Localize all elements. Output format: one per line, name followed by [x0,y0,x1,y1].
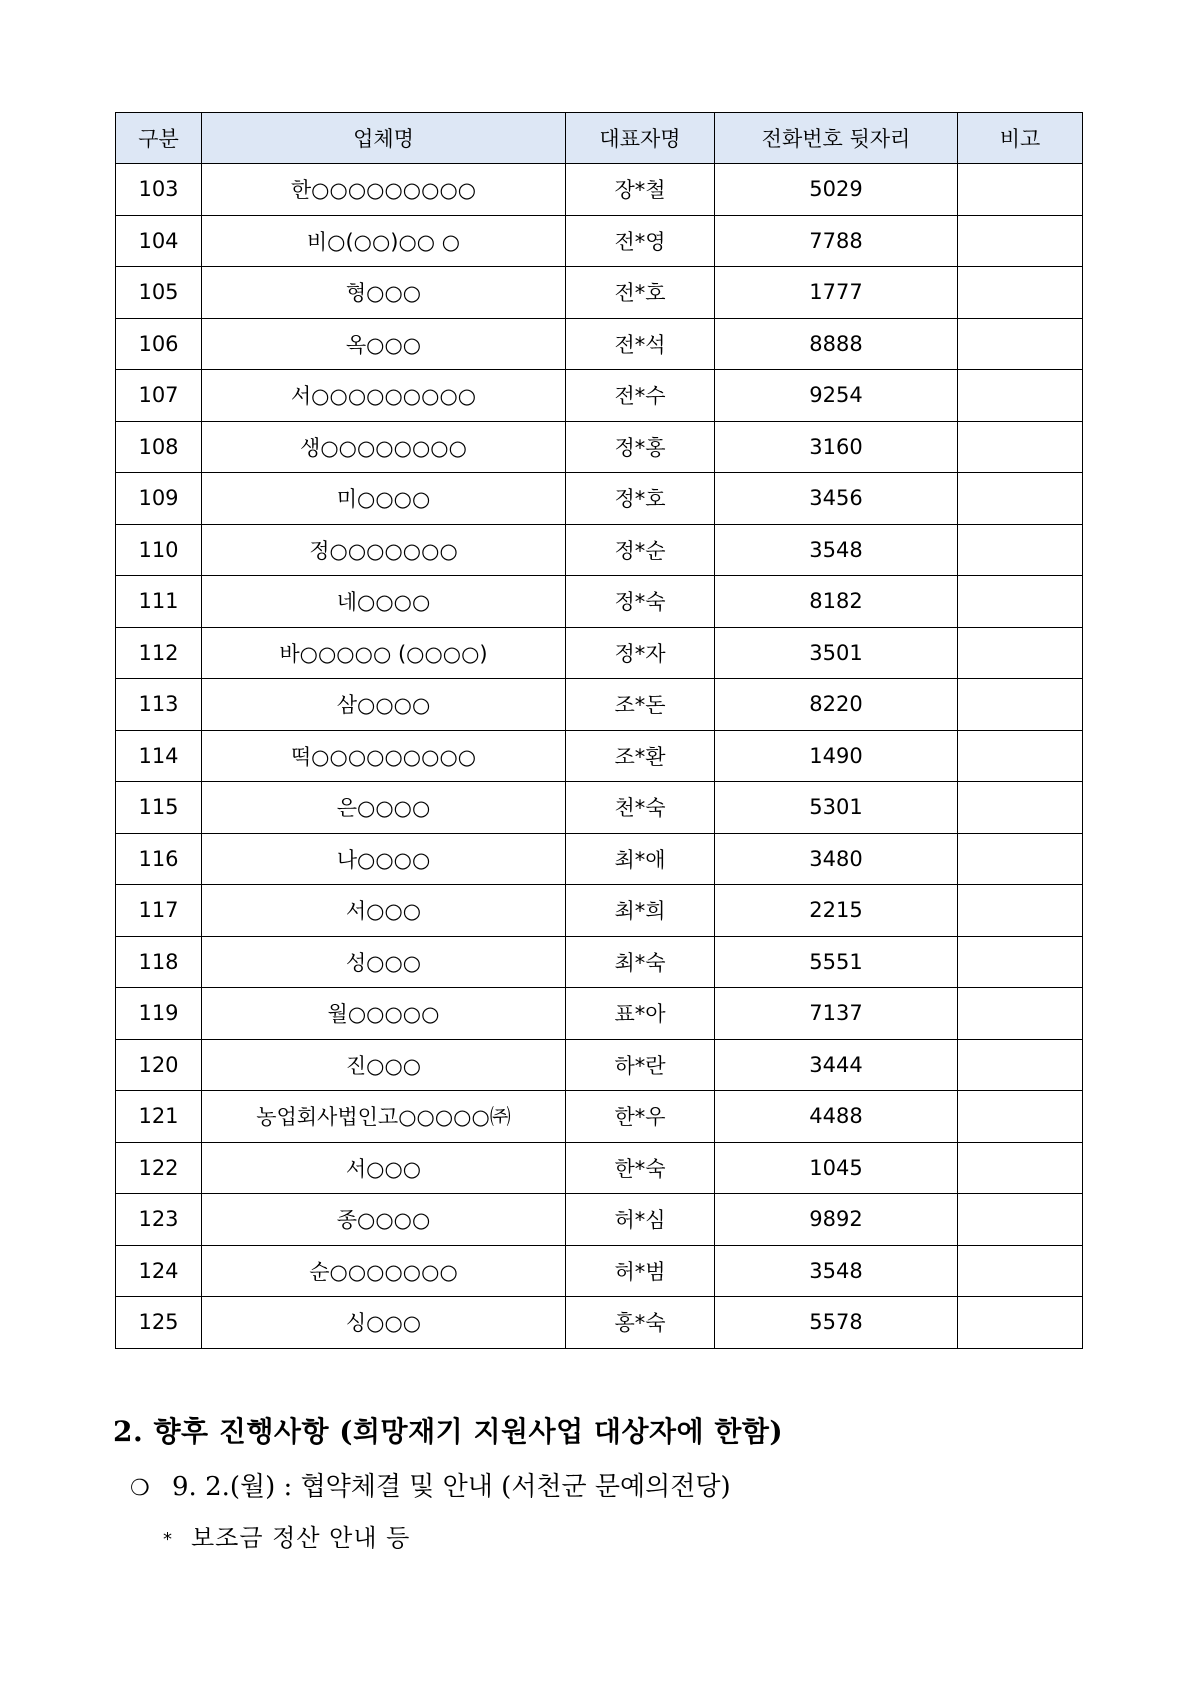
table-row [116,1091,1083,1143]
cell-business-name: 나○○○○ [202,833,566,885]
cell-category: 110 [116,524,202,576]
cell-remarks [958,627,1083,679]
cell-remarks [958,1039,1083,1091]
cell-representative: 조*환 [566,730,715,782]
cell-remarks [958,215,1083,267]
cell-category: 105 [116,267,202,319]
business-list-table-wrapper [115,112,1083,1349]
cell-business-name: 싱○○○ [202,1297,566,1349]
cell-category: 121 [116,1091,202,1143]
cell-phone-suffix: 1045 [715,1142,958,1194]
cell-business-name: 순○○○○○○○ [202,1245,566,1297]
cell-business-name: 삼○○○○ [202,679,566,731]
cell-category: 104 [116,215,202,267]
header-remarks: 비고 [958,113,1083,164]
cell-phone-suffix: 5578 [715,1297,958,1349]
cell-category: 124 [116,1245,202,1297]
header-representative: 대표자명 [566,113,715,164]
table-row [116,1039,1083,1091]
cell-business-name: 서○○○ [202,885,566,937]
table-row [116,524,1083,576]
cell-phone-suffix: 3480 [715,833,958,885]
table-row [116,473,1083,525]
table-row [116,370,1083,422]
cell-phone-suffix: 1490 [715,730,958,782]
cell-phone-suffix: 5029 [715,164,958,216]
cell-remarks [958,730,1083,782]
table-row [116,1297,1083,1349]
cell-representative: 최*숙 [566,936,715,988]
cell-remarks [958,1245,1083,1297]
cell-representative: 한*숙 [566,1142,715,1194]
cell-phone-suffix: 3160 [715,421,958,473]
cell-phone-suffix: 9892 [715,1194,958,1246]
table-row [116,988,1083,1040]
cell-category: 118 [116,936,202,988]
cell-category: 111 [116,576,202,628]
cell-category: 120 [116,1039,202,1091]
cell-representative: 홍*숙 [566,1297,715,1349]
cell-business-name: 종○○○○ [202,1194,566,1246]
table-row [116,1194,1083,1246]
cell-representative: 전*호 [566,267,715,319]
cell-business-name: 정○○○○○○○ [202,524,566,576]
cell-business-name: 농업회사법인고○○○○○㈜ [202,1091,566,1143]
cell-phone-suffix: 7137 [715,988,958,1040]
cell-remarks [958,473,1083,525]
cell-business-name: 떡○○○○○○○○○ [202,730,566,782]
cell-category: 114 [116,730,202,782]
cell-category: 113 [116,679,202,731]
table-row [116,215,1083,267]
cell-remarks [958,576,1083,628]
cell-business-name: 비○(○○)○○ ○ [202,215,566,267]
table-row [116,627,1083,679]
cell-category: 122 [116,1142,202,1194]
table-body [116,164,1083,1349]
cell-phone-suffix: 8220 [715,679,958,731]
cell-category: 116 [116,833,202,885]
table-row [116,1142,1083,1194]
cell-business-name: 서○○○ [202,1142,566,1194]
cell-remarks [958,885,1083,937]
cell-remarks [958,1091,1083,1143]
cell-category: 119 [116,988,202,1040]
cell-phone-suffix: 1777 [715,267,958,319]
header-business-name: 업체명 [202,113,566,164]
cell-business-name: 생○○○○○○○○ [202,421,566,473]
table-row [116,576,1083,628]
cell-remarks [958,1297,1083,1349]
cell-phone-suffix: 3456 [715,473,958,525]
cell-phone-suffix: 8888 [715,318,958,370]
cell-category: 109 [116,473,202,525]
cell-remarks [958,421,1083,473]
table-row [116,267,1083,319]
table-row [116,833,1083,885]
table-row [116,782,1083,834]
cell-representative: 하*란 [566,1039,715,1091]
header-category: 구분 [116,113,202,164]
cell-phone-suffix: 3501 [715,627,958,679]
table-row [116,318,1083,370]
cell-remarks [958,1142,1083,1194]
cell-business-name: 월○○○○○ [202,988,566,1040]
cell-representative: 조*돈 [566,679,715,731]
cell-representative: 한*우 [566,1091,715,1143]
cell-representative: 정*자 [566,627,715,679]
cell-remarks [958,988,1083,1040]
cell-remarks [958,318,1083,370]
cell-remarks [958,267,1083,319]
cell-representative: 허*범 [566,1245,715,1297]
cell-business-name: 옥○○○ [202,318,566,370]
cell-remarks [958,782,1083,834]
cell-category: 123 [116,1194,202,1246]
cell-representative: 최*희 [566,885,715,937]
cell-business-name: 형○○○ [202,267,566,319]
cell-phone-suffix: 7788 [715,215,958,267]
cell-category: 103 [116,164,202,216]
cell-business-name: 은○○○○ [202,782,566,834]
cell-phone-suffix: 8182 [715,576,958,628]
header-phone-suffix: 전화번호 뒷자리 [715,113,958,164]
cell-phone-suffix: 4488 [715,1091,958,1143]
cell-business-name: 성○○○ [202,936,566,988]
cell-remarks [958,679,1083,731]
cell-phone-suffix: 3548 [715,524,958,576]
cell-remarks [958,936,1083,988]
schedule-bullet [130,1466,731,1503]
cell-representative: 장*철 [566,164,715,216]
table-row [116,730,1083,782]
cell-category: 107 [116,370,202,422]
cell-category: 108 [116,421,202,473]
cell-category: 106 [116,318,202,370]
table-row [116,936,1083,988]
circle-bullet-icon: ❍ [130,1476,150,1501]
cell-business-name: 서○○○○○○○○○ [202,370,566,422]
cell-business-name: 미○○○○ [202,473,566,525]
cell-representative: 허*심 [566,1194,715,1246]
cell-phone-suffix: 5551 [715,936,958,988]
cell-remarks [958,370,1083,422]
cell-representative: 전*석 [566,318,715,370]
cell-category: 125 [116,1297,202,1349]
table-row [116,164,1083,216]
table-row [116,1245,1083,1297]
cell-representative: 표*아 [566,988,715,1040]
cell-category: 115 [116,782,202,834]
cell-representative: 정*홍 [566,421,715,473]
cell-representative: 전*영 [566,215,715,267]
cell-phone-suffix: 3444 [715,1039,958,1091]
note-text: 보조금 정산 안내 등 [191,1524,411,1552]
cell-business-name: 한○○○○○○○○○ [202,164,566,216]
cell-representative: 전*수 [566,370,715,422]
cell-remarks [958,524,1083,576]
cell-representative: 정*호 [566,473,715,525]
cell-phone-suffix: 3548 [715,1245,958,1297]
cell-remarks [958,164,1083,216]
cell-business-name: 진○○○ [202,1039,566,1091]
asterisk-icon: * [163,1528,173,1550]
cell-representative: 정*숙 [566,576,715,628]
table-row [116,421,1083,473]
cell-business-name: 네○○○○ [202,576,566,628]
cell-remarks [958,1194,1083,1246]
cell-remarks [958,833,1083,885]
cell-category: 117 [116,885,202,937]
cell-phone-suffix: 9254 [715,370,958,422]
schedule-note [163,1518,410,1553]
cell-representative: 천*숙 [566,782,715,834]
table-header-row [116,113,1083,164]
table-row [116,885,1083,937]
cell-business-name: 바○○○○○ (○○○○) [202,627,566,679]
business-list-table [115,112,1083,1349]
cell-phone-suffix: 5301 [715,782,958,834]
cell-phone-suffix: 2215 [715,885,958,937]
cell-category: 112 [116,627,202,679]
cell-representative: 최*애 [566,833,715,885]
section-heading: 2. 향후 진행사항 (희망재기 지원사업 대상자에 한함) [113,1415,784,1448]
table-row [116,679,1083,731]
cell-representative: 정*순 [566,524,715,576]
schedule-text: 9. 2.(월) : 협약체결 및 안내 (서천군 문예의전당) [172,1472,731,1502]
